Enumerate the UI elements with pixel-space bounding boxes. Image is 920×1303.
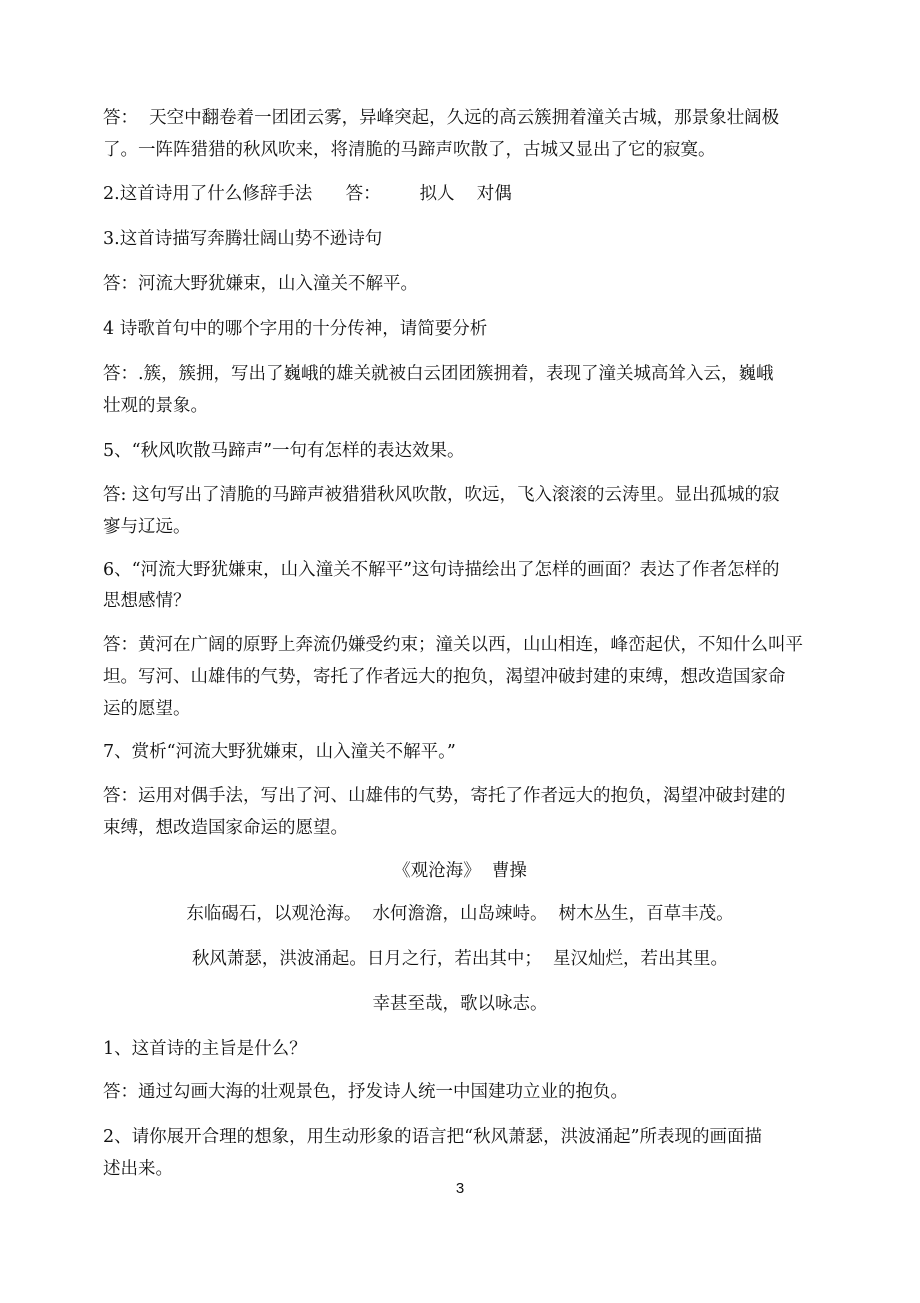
answer-6a: 答：黄河在广阔的原野上奔流仍嫌受约束；潼关以西，山山相连，峰峦起伏，不知什么叫平 bbox=[103, 635, 803, 655]
question-5: 5、“秋风吹散马蹄声”一句有怎样的表达效果。 bbox=[103, 441, 465, 461]
answer-7b: 束缚，想改造国家命运的愿望。 bbox=[103, 818, 348, 838]
answer-3: 答：河流大野犹嫌束，山入潼关不解平。 bbox=[103, 274, 418, 294]
poem-line-2: 秋风萧瑟，洪波涌起。日月之行，若出其中； 星汉灿烂，若出其里。 bbox=[191, 949, 729, 969]
poem-question-1: 1、这首诗的主旨是什么？ bbox=[103, 1039, 307, 1059]
question-4: 4 诗歌首句中的哪个字用的十分传神，请简要分析 bbox=[103, 319, 488, 339]
poem-answer-1: 答：通过勾画大海的壮观景色，抒发诗人统一中国建功立业的抱负。 bbox=[103, 1082, 628, 1102]
question-2: 2.这首诗用了什么修辞手法 答： 拟人 对偶 bbox=[103, 184, 512, 204]
question-3: 3.这首诗描写奔腾壮阔山势不逊诗句 bbox=[103, 229, 383, 249]
answer-6c: 运的愿望。 bbox=[103, 699, 191, 719]
answer-4a: 答：.簇，簇拥，写出了巍峨的雄关就被白云团团簇拥着，表现了潼关城高耸入云，巍峨 bbox=[103, 364, 774, 384]
question-6a: 6、“河流大野犹嫌束，山入潼关不解平”这句诗描绘出了怎样的画面？表达了作者怎样的 bbox=[103, 560, 780, 580]
answer-5a: 答: 这句写出了清脆的马蹄声被猎猎秋风吹散，吹远，飞入滚滚的云涛里。显出孤城的寂 bbox=[103, 485, 780, 505]
answer-line-1b: 了。一阵阵猎猎的秋风吹来，将清脆的马蹄声吹散了，古城又显出了它的寂寞。 bbox=[103, 140, 716, 160]
poem-question-2b: 述出来。 bbox=[103, 1159, 173, 1179]
answer-6b: 坦。写河、山雄伟的气势，寄托了作者远大的抱负，渴望冲破封建的束缚，想改造国家命 bbox=[103, 667, 786, 687]
answer-7a: 答：运用对偶手法，写出了河、山雄伟的气势，寄托了作者远大的抱负，渴望冲破封建的 bbox=[103, 786, 786, 806]
poem-question-2a: 2、请你展开合理的想象，用生动形象的语言把“秋风萧瑟，洪波涌起”所表现的画面描 bbox=[103, 1127, 763, 1147]
answer-line-1a: 答： 天空中翻卷着一团团云雾，异峰突起，久远的高云簇拥着潼关古城，那景象壮阔极 bbox=[103, 108, 780, 128]
answer-5b: 寥与辽远。 bbox=[103, 517, 191, 537]
page-number: 3 bbox=[455, 1180, 465, 1197]
answer-4b: 壮观的景象。 bbox=[103, 396, 208, 416]
poem-line-3: 幸甚至哉，歌以咏志。 bbox=[372, 994, 548, 1014]
question-7: 7、赏析“河流大野犹嫌束，山入潼关不解平。” bbox=[103, 742, 456, 762]
poem-title: 《观沧海》 曹操 bbox=[393, 861, 527, 881]
poem-line-1: 东临碣石，以观沧海。 水何澹澹，山岛竦峙。 树木丛生，百草丰茂。 bbox=[186, 904, 734, 924]
question-6b: 思想感情？ bbox=[103, 591, 191, 611]
